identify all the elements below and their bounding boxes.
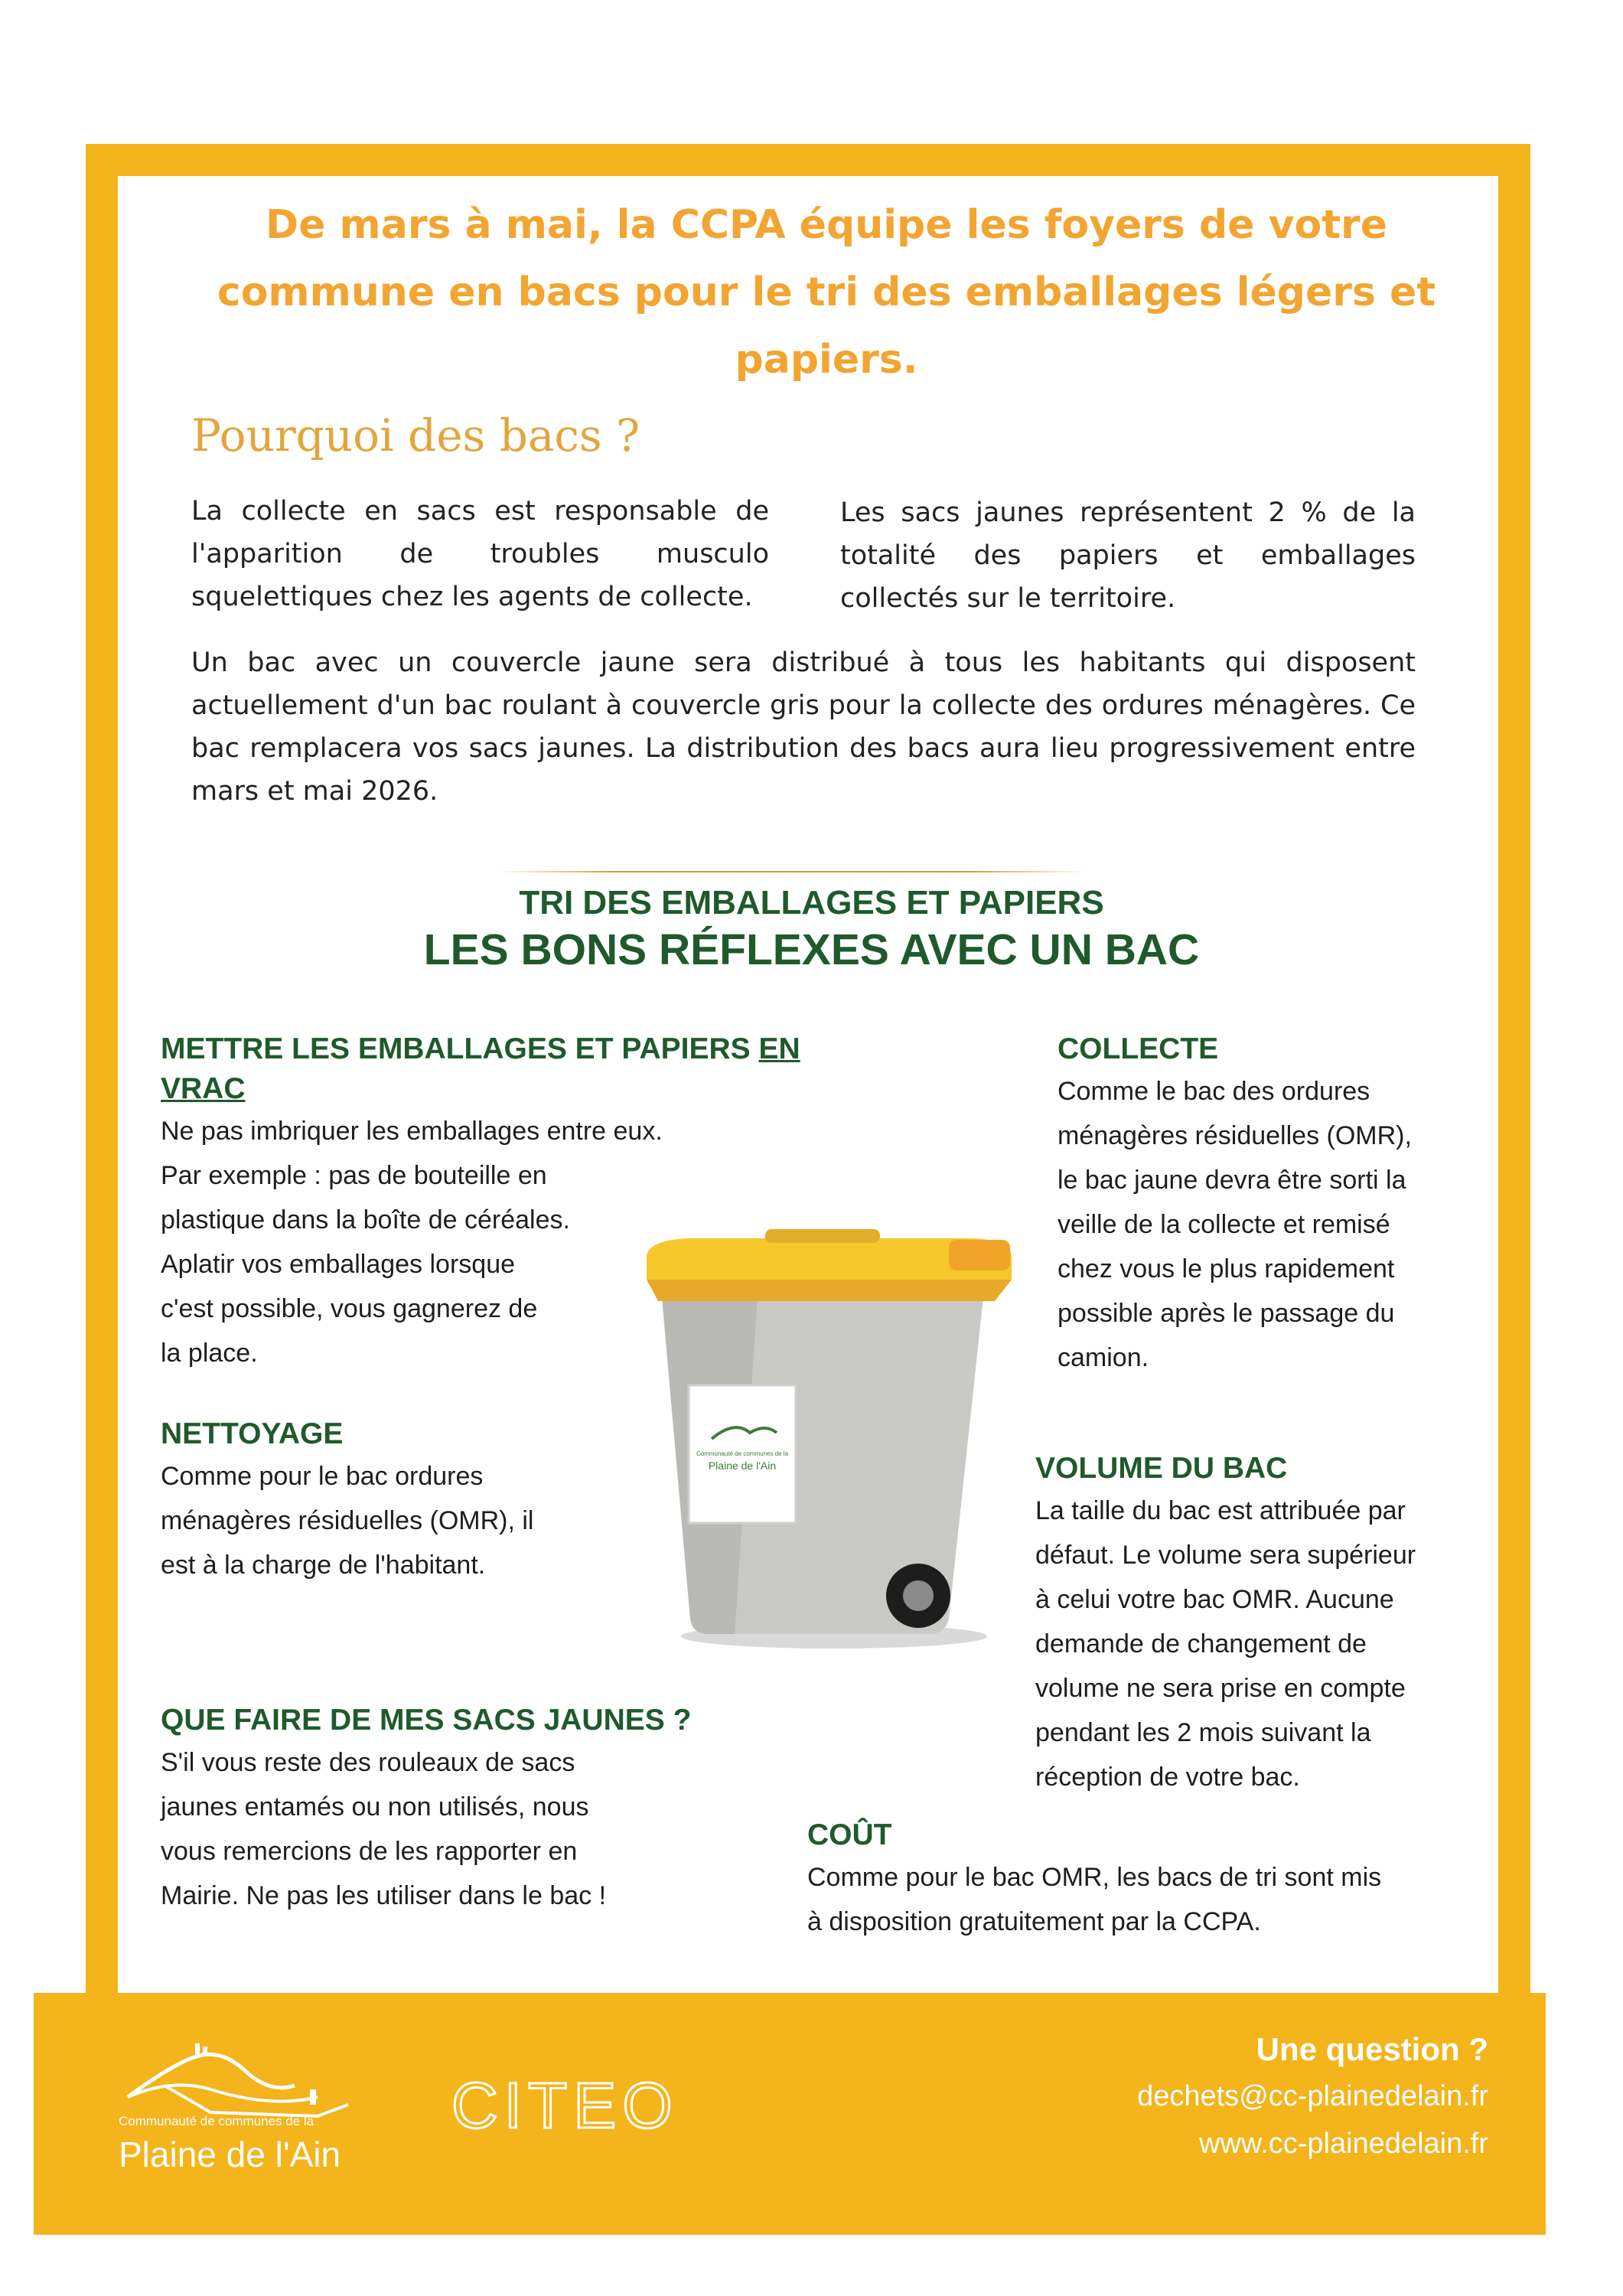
citeo-wordmark: CITEO bbox=[451, 2074, 679, 2138]
collecte-line: ménagères résiduelles (OMR), bbox=[1058, 1121, 1412, 1150]
bin-label-small: Communauté de communes de la bbox=[696, 1450, 789, 1457]
volume-line: à celui votre bac OMR. Aucune bbox=[1035, 1585, 1394, 1614]
yellow-bin-illustration bbox=[635, 1194, 1018, 1653]
collecte-title: COLLECTE bbox=[1058, 1032, 1219, 1065]
volume-title: VOLUME DU BAC bbox=[1035, 1452, 1288, 1485]
volume-block bbox=[1035, 1449, 1494, 1799]
section-title-1: TRI DES EMBALLAGES ET PAPIERS bbox=[519, 884, 1104, 921]
sacs-block bbox=[161, 1701, 742, 1918]
vrac-line: Ne pas imbriquer les emballages entre eux. bbox=[161, 1117, 663, 1146]
logo-big-text: Plaine de l'Ain bbox=[119, 2135, 341, 2174]
headline-line-2: commune en bacs pour le tri des emballages légers et bbox=[217, 269, 1436, 315]
collecte-line: chez vous le plus rapidement bbox=[1058, 1254, 1395, 1283]
collecte-line: Comme le bac des ordures bbox=[1058, 1077, 1370, 1106]
bin-wheel-hub bbox=[903, 1580, 934, 1611]
contact-website-link[interactable]: www.cc-plainedelain.fr bbox=[1198, 2128, 1488, 2160]
logo-building bbox=[203, 2047, 207, 2054]
cout-block bbox=[807, 1815, 1481, 1944]
logo-tower bbox=[310, 2089, 316, 2105]
vrac-line: Par exemple : pas de bouteille en bbox=[161, 1161, 547, 1190]
headline-line-3: papiers. bbox=[735, 337, 918, 383]
bin-handle bbox=[765, 1229, 880, 1243]
citeo-logo bbox=[451, 2074, 727, 2138]
collecte-line: veille de la collecte et remisé bbox=[1058, 1210, 1390, 1239]
nettoyage-line: Comme pour le bac ordures bbox=[161, 1462, 484, 1491]
why-title: Pourquoi des bacs ? bbox=[191, 409, 640, 461]
collecte-line: possible après le passage du bbox=[1058, 1299, 1395, 1328]
collecte-block bbox=[1058, 1029, 1486, 1380]
nettoyage-block bbox=[161, 1414, 635, 1587]
vrac-title: METTRE LES EMBALLAGES ET PAPIERS EN VRAC bbox=[161, 1032, 800, 1105]
logo-building bbox=[195, 2043, 200, 2054]
intro-left-paragraph: La collecte en sacs est responsable de l'apparition de troubles musculo squelettiques chez les agents de collecte. bbox=[191, 496, 769, 612]
vrac-line: c'est possible, vous gagnerez de bbox=[161, 1294, 538, 1323]
volume-line: demande de changement de bbox=[1035, 1629, 1367, 1658]
headline bbox=[168, 191, 1484, 393]
bin-lid-rim bbox=[647, 1280, 1012, 1301]
nettoyage-line: ménagères résiduelles (OMR), il bbox=[161, 1506, 534, 1535]
intro-right-paragraph: Les sacs jaunes représentent 2 % de la totalité des papiers et emballages collectés sur le territoire. bbox=[840, 497, 1416, 614]
vrac-line: plastique dans la boîte de céréales. bbox=[161, 1205, 570, 1234]
contact-question: Une question ? bbox=[1256, 2031, 1488, 2067]
collecte-line: le bac jaune devra être sorti la bbox=[1058, 1166, 1406, 1195]
volume-line: volume ne sera prise en compte bbox=[1035, 1674, 1406, 1703]
volume-line: défaut. Le volume sera supérieur bbox=[1035, 1541, 1416, 1570]
sacs-line: S'il vous reste des rouleaux de sacs bbox=[161, 1748, 575, 1777]
intro-full-paragraph: Un bac avec un couvercle jaune sera distribué à tous les habitants qui disposent actuellement d'un bac roulant à couvercle gris pour la collecte des ordures ménagères. Ce bac remplacera vos sacs jaunes. La distribution des bacs aura lieu progressivement entre mars et mai 2026. bbox=[191, 647, 1416, 807]
vrac-line: Aplatir vos emballages lorsque bbox=[161, 1250, 516, 1279]
sacs-title: QUE FAIRE DE MES SACS JAUNES ? bbox=[161, 1704, 692, 1737]
contact-block bbox=[1137, 2027, 1488, 2167]
bin-label-big: Plaine de l'Ain bbox=[708, 1459, 777, 1472]
bin-lid-tab bbox=[949, 1240, 1010, 1270]
section-divider bbox=[497, 871, 1087, 872]
collecte-line: camion. bbox=[1058, 1343, 1149, 1372]
nettoyage-line: est à la charge de l'habitant. bbox=[161, 1551, 486, 1580]
sacs-line: vous remercions de les rapporter en bbox=[161, 1837, 578, 1866]
cout-title: COÛT bbox=[807, 1818, 892, 1851]
nettoyage-title: NETTOYAGE bbox=[161, 1417, 344, 1450]
sacs-line: jaunes entamés ou non utilisés, nous bbox=[161, 1792, 589, 1821]
volume-line: réception de votre bac. bbox=[1035, 1763, 1300, 1792]
vrac-line: la place. bbox=[161, 1339, 258, 1368]
cout-line: Comme pour le bac OMR, les bacs de tri sont mis bbox=[807, 1863, 1382, 1892]
cout-line: à disposition gratuitement par la CCPA. bbox=[807, 1907, 1261, 1936]
volume-line: pendant les 2 mois suivant la bbox=[1035, 1718, 1371, 1747]
logo-small-text: Communauté de communes de la bbox=[119, 2114, 314, 2128]
volume-line: La taille du bac est attribuée par bbox=[1035, 1496, 1406, 1525]
headline-line-1: De mars à mai, la CCPA équipe les foyers de votre bbox=[266, 202, 1387, 248]
contact-email-link[interactable]: dechets@cc-plainedelain.fr bbox=[1137, 2080, 1488, 2112]
section-title-2: LES BONS RÉFLEXES AVEC UN BAC bbox=[423, 925, 1200, 974]
sacs-line: Mairie. Ne pas les utiliser dans le bac ! bbox=[161, 1881, 607, 1910]
